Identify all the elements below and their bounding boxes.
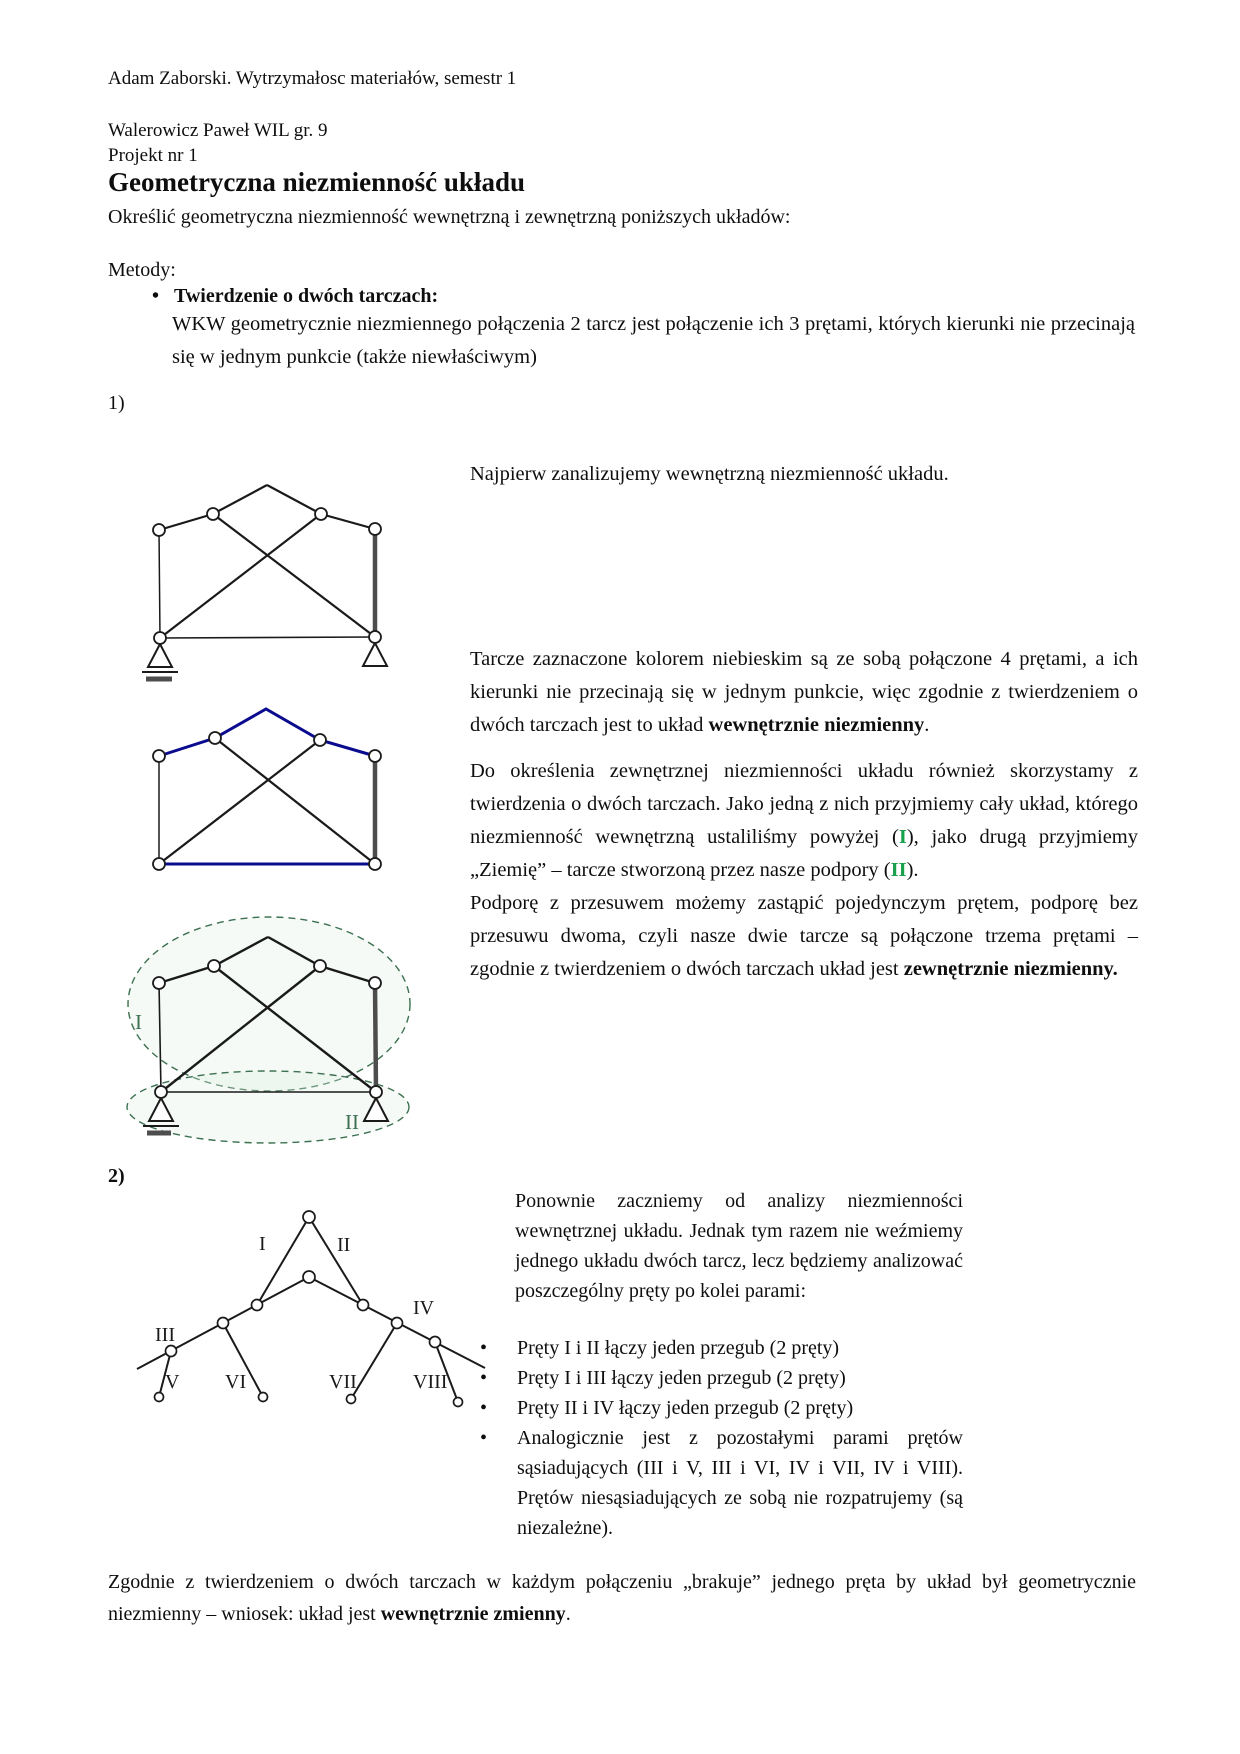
bullet-icon: • [480,1337,488,1359]
list-item [478,1363,963,1393]
section-1-label: 1) [108,392,125,414]
bar-IV-label: IV [413,1297,435,1319]
bullet-icon: • [480,1367,488,1389]
bar-VIII-label: VIII [413,1371,448,1393]
section-1-paragraph-3 [470,755,1138,986]
bullet-icon: • [480,1397,488,1419]
bar-VII-label: VII [329,1371,357,1393]
bar-III-label: III [155,1324,175,1346]
bullet-icon: • [480,1427,488,1449]
methods-label: Metody: [108,259,176,281]
author-line: Walerowicz Paweł WIL gr. 9 [108,120,328,141]
p4-bold: zewnętrznie niezmienny. [903,958,1118,980]
p3-text-1: Do określenia zewnętrznej niezmienności układu również skorzystamy z twierdzenia o dwóch tarczach. Jako jedną z nich przyjmiemy cały układ, którego niezmienność wewnętrzną ustaliliśmy powyżej ( [470,760,1138,848]
bullet-text-1: Pręty I i II łączy jeden przegub (2 pręty) [517,1337,840,1359]
diagram-1-hinges [153,508,381,644]
list-item [478,1423,963,1543]
p3-disc-II-ref: II [890,859,907,881]
bullet-text-2: Pręty I i III łączy jeden przegub (2 pręty) [517,1367,846,1389]
diagram-2-members [159,709,375,864]
section-2-label: 2) [108,1165,125,1187]
p3-disc-I-ref: I [898,826,907,848]
section-2-intro: Ponownie zaczniemy od analizy niezmienności wewnętrznej układu. Jednak tym razem nie weźmiemy jednego układu dwóch tarcz, lecz będziemy analizować poszczególny pręty po kolei parami: [515,1190,963,1302]
disc-I-label: I [135,1010,142,1034]
p2-bold: wewnętrznie niezmienny [708,714,925,736]
project-line: Projekt nr 1 [108,145,198,166]
diagram-1-truss [128,420,418,686]
section-1-paragraph-2 [470,643,1138,742]
diagram-2-hinges [153,732,381,870]
page-title: Geometryczna niezmienność układu [108,167,525,197]
p3 [470,755,1138,887]
bar-I-label: I [259,1233,266,1255]
p3-text-2: ), jako drugą przyjmiemy „Ziemię” – tarcze stworzoną przez nasze podpory ( [470,826,1138,881]
diagram-3-truss-ellipses [113,903,443,1158]
disc-II-label: II [345,1110,359,1134]
method-bullet [150,283,750,309]
conclusion-paragraph [108,1566,1136,1630]
disc-ellipses [127,917,410,1143]
diagram-4-labels [155,1233,447,1393]
disc-I-ellipse [128,917,410,1091]
course-header: Adam Zaborski. Wytrzymałosc materiałów, semestr 1 [108,68,517,89]
section-1-paragraph-1: Najpierw zanalizujemy wewnętrzną niezmienność układu. [470,463,949,485]
method-text: WKW geometrycznie niezmiennego połączenia 2 tarcz jest połączenie ich 3 prętami, których kierunki nie przecinają się w jednym punkcie (także niewłaściwym) [172,313,1135,368]
bullet-icon: • [152,285,160,307]
conclusion-period: . [565,1603,571,1625]
diagram-1-supports [142,643,387,679]
section-2-bullet-list [478,1333,963,1543]
bullet-text-3: Pręty II i IV łączy jeden przegub (2 pręty) [517,1397,854,1419]
p3-text-3: ). [906,859,919,881]
bar-VI-label: VI [225,1371,247,1393]
p4-text: Podporę z przesuwem możemy zastąpić pojedynczym prętem, podporę bez przesuwu dwoma, czyli nasze dwie tarcze są połączone trzema prętami – zgodnie z twierdzeniem o dwóch tarczach układ jest [470,892,1138,980]
bullet-text-4: Analogicznie jest z pozostałymi parami prętów sąsiadujących (III i V, III i VI, IV i VII, IV i VIII). Prętów niesąsiadujących ze sobą nie rozpatrujemy (są niezależne). [517,1427,963,1539]
list-item [478,1393,963,1423]
conclusion-text: Zgodnie z twierdzeniem o dwóch tarczach w każdym połączeniu „brakuje” jednego pręta by układ był geometrycznie niezmienny – wniosek: układ jest [108,1571,1136,1625]
p2-period: . [924,714,930,736]
p2-text: Tarcze zaznaczone kolorem niebieskim są ze sobą połączone 4 prętami, a ich kierunki nie przecinają się w jednym punkcie, więc zgodnie z twierdzeniem o dwóch tarczach jest to układ [470,648,1138,736]
list-item [478,1333,963,1363]
p4 [470,887,1138,986]
conclusion-bold: wewnętrznie zmienny [380,1603,566,1625]
subtitle: Określić geometryczna niezmienność wewnętrzną i zewnętrzną poniższych układów: [108,206,791,228]
diagram-4-bar-system [113,1183,523,1418]
bar-II-label: II [337,1234,351,1256]
bar-V-label: V [165,1371,180,1393]
diagram-1-members [159,485,375,638]
diagram-2-truss-blue-discs [128,688,418,883]
method-bullet-title: Twierdzenie o dwóch tarczach: [174,285,439,307]
